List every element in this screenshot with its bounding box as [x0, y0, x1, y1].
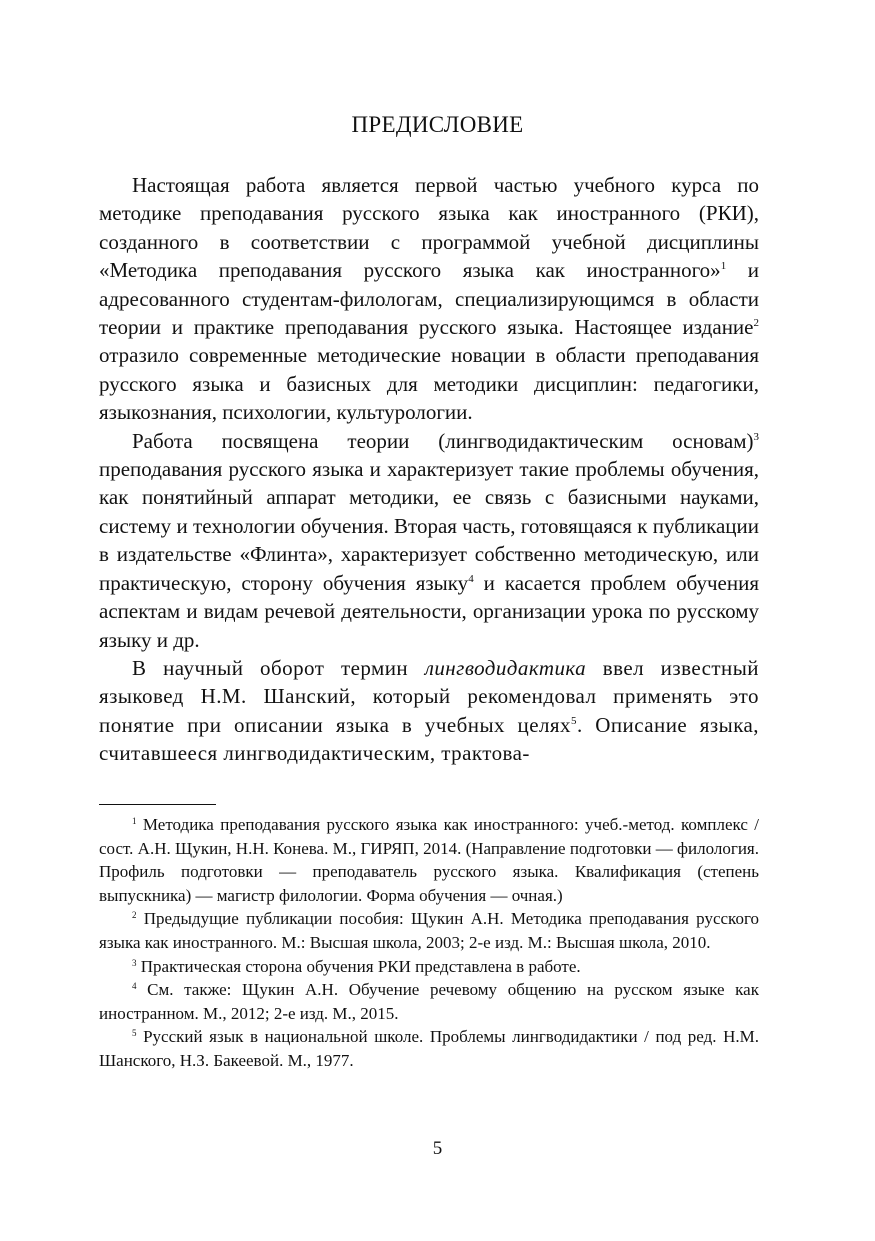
footnote-text: См. также: Щукин А.Н. Обучение речевому общению на русском языке как иностранном. М., 2012; 2-е изд. М., 2015. — [99, 980, 759, 1023]
footnote-number: 2 — [132, 910, 137, 921]
footnote-ref-1: 1 — [720, 260, 727, 273]
footnote-number: 5 — [132, 1028, 137, 1039]
footnote-text: Предыдущие публикации пособия: Щукин А.Н. Методика преподавания русского языка как иностранного. М.: Высшая школа, 2003; 2-е изд. М.: Высшая школа, 2010. — [99, 909, 759, 952]
footnote-1 — [99, 813, 759, 907]
main-text — [99, 171, 759, 768]
paragraph-1-text-b: и адресованного студентам-филологам, специализирующимся в области теории и практике преподавания русского языка. Настоящее издание — [99, 258, 759, 340]
page-number: 5 — [432, 1138, 443, 1159]
page-title: ПРЕДИСЛОВИЕ — [351, 112, 524, 137]
footnote-ref-5: 5 — [571, 714, 577, 727]
paragraph-3 — [99, 654, 759, 768]
footnote-text: Практическая сторона обучения РКИ представлена в работе. — [136, 956, 581, 976]
footnote-ref-3: 3 — [753, 430, 759, 443]
footnote-3 — [99, 955, 759, 979]
term-italic: лингводидактика — [424, 655, 587, 680]
footnote-2 — [99, 907, 759, 954]
footnote-text: Методика преподавания русского языка как иностранного: учеб.-метод. комплекс / сост. А.Н. Щукин, Н.Н. Конева. М., ГИРЯП, 2014. (Направление подготовки — филология. Профиль подготовки — преподаватель русского языка. Квалификация (степень выпускника) — магистр филологии. Форма обучения — очная.) — [99, 815, 759, 905]
footnote-number: 3 — [132, 957, 137, 968]
footnote-text: Русский язык в национальной школе. Проблемы лингводидактики / под ред. Н.М. Шанского, Н.З. Бакеевой. М., 1977. — [99, 1027, 759, 1070]
paragraph-2-text-a: Работа посвящена теории (лингводидактическим основам) — [132, 428, 754, 453]
paragraph-1-text-a: Настоящая работа является первой частью учебного курса по методике преподавания русского языка как иностранного (РКИ), созданного в соответствии с программой учебной дисциплины «Методика преподавания русского языка как иностранного» — [99, 173, 759, 283]
paragraph-1-text-c: отразило современные методические новации в области преподавания русского языка и базисных для методики дисциплин: педагогики, языкознания, психологии, культурологии. — [99, 343, 759, 425]
paragraph-3-text-c: . Описание языка, считавшееся лингводидактическим, трактова- — [99, 712, 759, 766]
footnote-divider — [99, 804, 216, 805]
paragraph-3-text-b: ввел известный языковед Н.М. Шанский, который рекомендовал применять это понятие при описании языка в учебных целях — [99, 655, 759, 737]
footnote-number: 1 — [132, 816, 137, 826]
paragraph-2 — [99, 427, 759, 654]
footnote-ref-4: 4 — [468, 572, 474, 585]
paragraph-2-text-c: и касается проблем обучения аспектам и видам речевой деятельности, организации урока по русскому языку и др. — [99, 570, 759, 652]
footnote-5 — [99, 1025, 759, 1072]
footnotes — [99, 813, 759, 1073]
paragraph-3-text-a: В научный оборот термин — [132, 655, 425, 680]
footnote-ref-2: 2 — [753, 317, 759, 330]
paragraph-1 — [99, 171, 759, 427]
footnote-4 — [99, 978, 759, 1025]
footnote-number: 4 — [132, 981, 137, 992]
paragraph-2-text-b: преподавания русского языка и характеризует такие проблемы обучения, как понятийный аппарат методики, ее связь с базисными науками, систему и технологии обучения. Вторая часть, готовящаяся к публикации в издательстве «Флинта», характеризует собственно методическую, или практическую, сторону обучения языку — [99, 457, 759, 595]
